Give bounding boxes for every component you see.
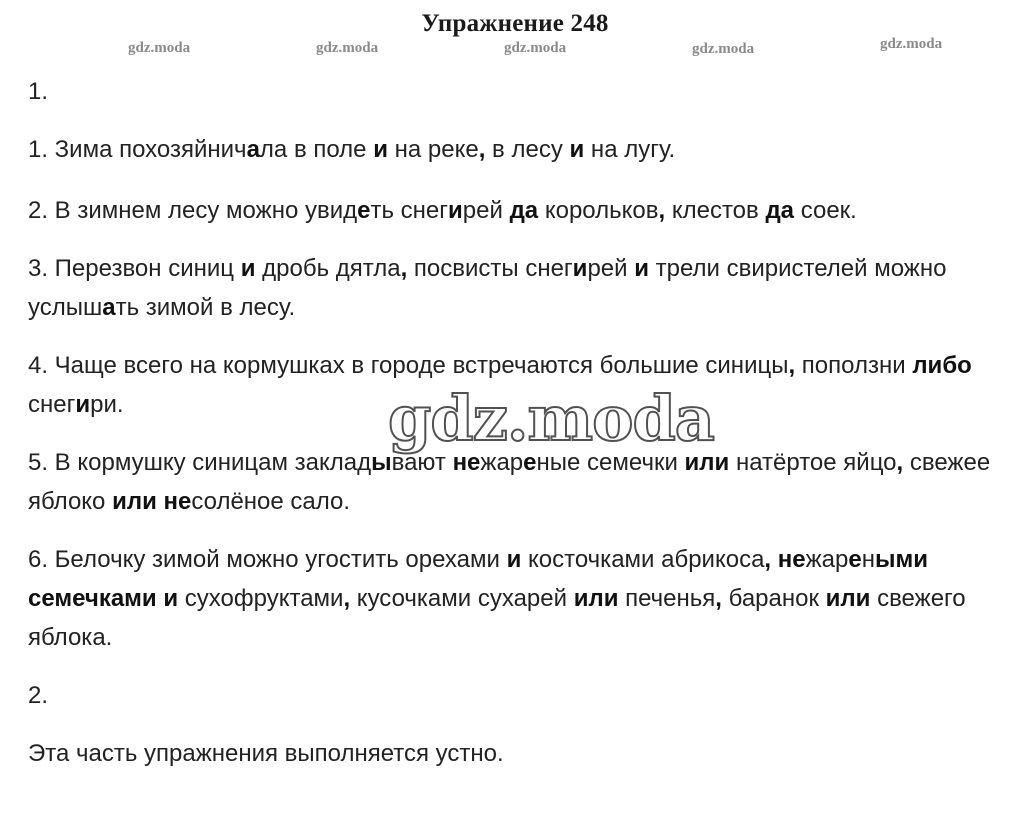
sentence-3: 3. Перезвон синиц и дробь дятла, посвисты снегирей и трели свиристелей можно услышать зимой в лесу. — [28, 255, 947, 321]
part-2-text: Эта часть упражнения выполняется устно. — [28, 740, 504, 767]
sentence-2: 2. В зимнем лесу можно увидеть снегирей да корольков, клестов да соек. — [28, 197, 857, 224]
sentence-6: 6. Белочку зимой можно угостить орехами и косточками абрикоса, нежареными семечками и сухофруктами, кусочками сухарей или печенья, баранок или свежего яблока. — [28, 546, 966, 651]
part-1-label: 1. — [28, 78, 49, 105]
watermark-text: gdz.moda — [128, 40, 191, 56]
exercise-title: Упражнение 248 — [421, 10, 609, 37]
watermark-logo: gdz.moda — [388, 382, 714, 455]
sentence-5: 5. В кормушку синицам закладывают нежареные семечки или натёртое яйцо, свежее яблоко или несолёное сало. — [28, 449, 991, 515]
part-2-label: 2. — [28, 682, 49, 709]
watermark-text: gdz.moda — [504, 40, 567, 56]
watermark-text: gdz.moda — [692, 41, 755, 57]
watermark-row — [0, 38, 1030, 58]
sentence-1: 1. Зима похозяйничала в поле и на реке, в лесу и на лугу. — [28, 136, 676, 163]
watermark-text: gdz.moda — [316, 40, 379, 56]
exercise-content — [28, 72, 1018, 773]
watermark-text: gdz.moda — [880, 36, 943, 52]
sentence-4: 4. Чаще всего на кормушках в городе встречаются большие синицы, поползни либо снегири. — [28, 352, 972, 418]
